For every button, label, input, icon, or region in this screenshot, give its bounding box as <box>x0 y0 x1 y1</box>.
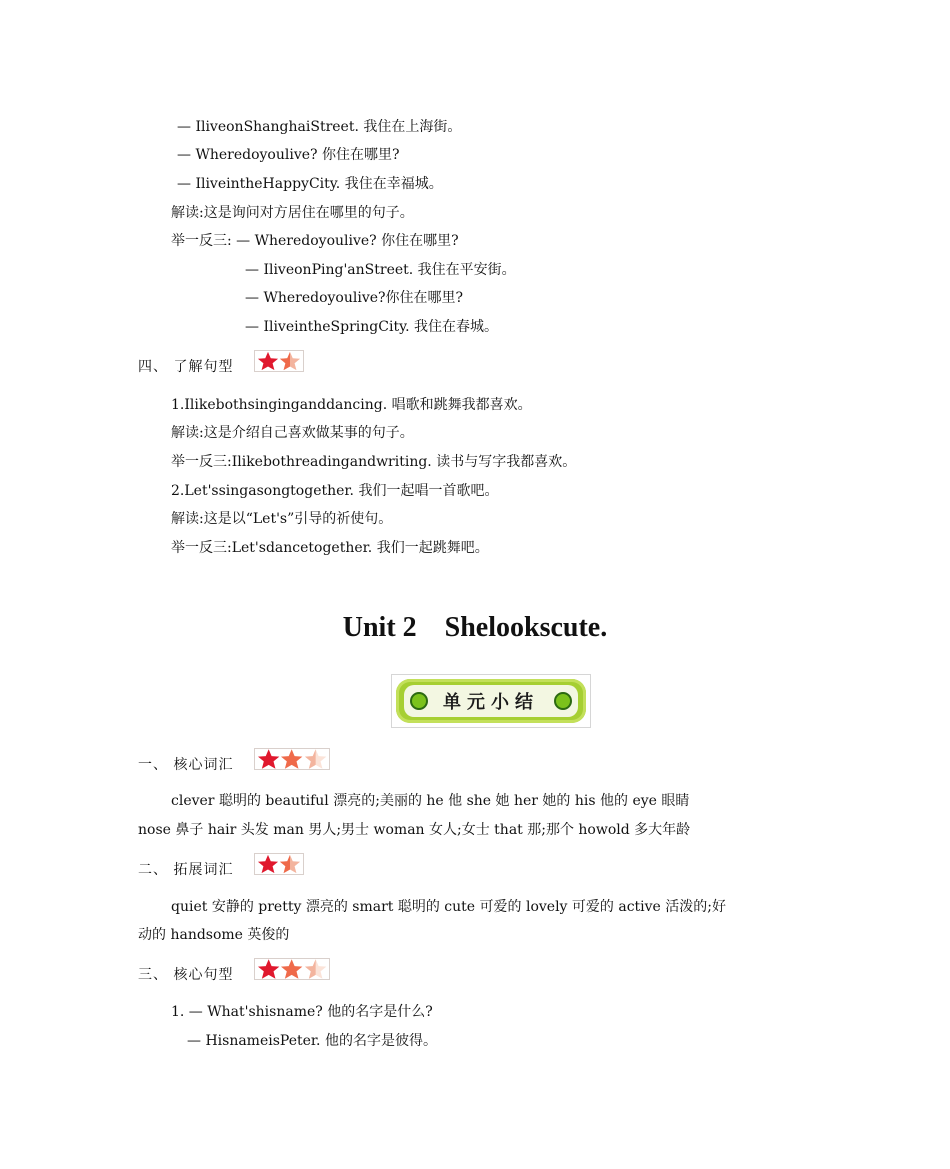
difficulty-stars <box>254 748 330 770</box>
dialogue-line: 1. — What'shisname? 他的名字是什么? <box>171 1004 433 1020</box>
dialogue-line: — HisnameisPeter. 他的名字是彼得。 <box>187 1033 437 1049</box>
vocab-line: 动的 handsome 英俊的 <box>138 927 290 943</box>
example-line: 举一反三: — Wheredoyoulive? 你住在哪里? <box>171 233 459 249</box>
dialogue-line: — Wheredoyoulive?你住在哪里? <box>245 290 464 306</box>
dialogue-line: — IliveonShanghaiStreet. 我住在上海街。 <box>177 119 462 135</box>
dialogue-line: — IliveonPing'anStreet. 我住在平安街。 <box>245 262 516 278</box>
badge-label: 单元小结 <box>443 692 539 713</box>
example-line: 举一反三:Ilikebothreadingandwriting. 读书与写字我都喜欢。 <box>171 454 577 470</box>
sentence-line: 1.Ilikebothsinginganddancing. 唱歌和跳舞我都喜欢。 <box>171 397 532 413</box>
explanation-line: 解读:这是以“Let's”引导的祈使句。 <box>171 511 393 527</box>
explanation-line: 解读:这是询问对方居住在哪里的句子。 <box>171 205 414 221</box>
green-dot-icon <box>410 692 428 710</box>
vocab-line: clever 聪明的 beautiful 漂亮的;美丽的 he 他 she 她 her 她的 his 他的 eye 眼睛 <box>171 793 690 809</box>
star-icon <box>304 958 327 980</box>
star-icon <box>257 748 280 770</box>
unit-title: Unit 2 Shelookscute. <box>342 612 608 643</box>
difficulty-stars <box>254 958 330 980</box>
star-icon <box>257 350 279 372</box>
star-icon <box>304 748 327 770</box>
star-icon <box>279 350 301 372</box>
explanation-line: 解读:这是介绍自己喜欢做某事的句子。 <box>171 425 414 441</box>
dialogue-line: — IliveintheSpringCity. 我住在春城。 <box>245 319 499 335</box>
sentence-line: 2.Let'ssingasongtogether. 我们一起唱一首歌吧。 <box>171 483 499 499</box>
star-icon <box>257 853 279 875</box>
star-icon <box>279 853 301 875</box>
difficulty-stars <box>254 853 304 875</box>
star-icon <box>280 958 303 980</box>
example-line: 举一反三:Let'sdancetogether. 我们一起跳舞吧。 <box>171 540 489 556</box>
green-dot-icon <box>554 692 572 710</box>
vocab-line: nose 鼻子 hair 头发 man 男人;男士 woman 女人;女士 that 那;那个 howold 多大年龄 <box>138 822 691 838</box>
vocab-line: quiet 安静的 pretty 漂亮的 smart 聪明的 cute 可爱的 lovely 可爱的 active 活泼的;好 <box>171 899 727 915</box>
star-icon <box>280 748 303 770</box>
difficulty-stars <box>254 350 304 372</box>
section-heading: 三、 核心句型 <box>138 967 234 983</box>
section-heading: 一、 核心词汇 <box>138 757 234 773</box>
dialogue-line: — IliveintheHappyCity. 我住在幸福城。 <box>177 176 443 192</box>
section-heading: 四、 了解句型 <box>138 359 234 375</box>
section-heading: 二、 拓展词汇 <box>138 862 234 878</box>
star-icon <box>257 958 280 980</box>
unit-summary-badge <box>391 674 591 728</box>
dialogue-line: — Wheredoyoulive? 你住在哪里? <box>177 147 400 163</box>
